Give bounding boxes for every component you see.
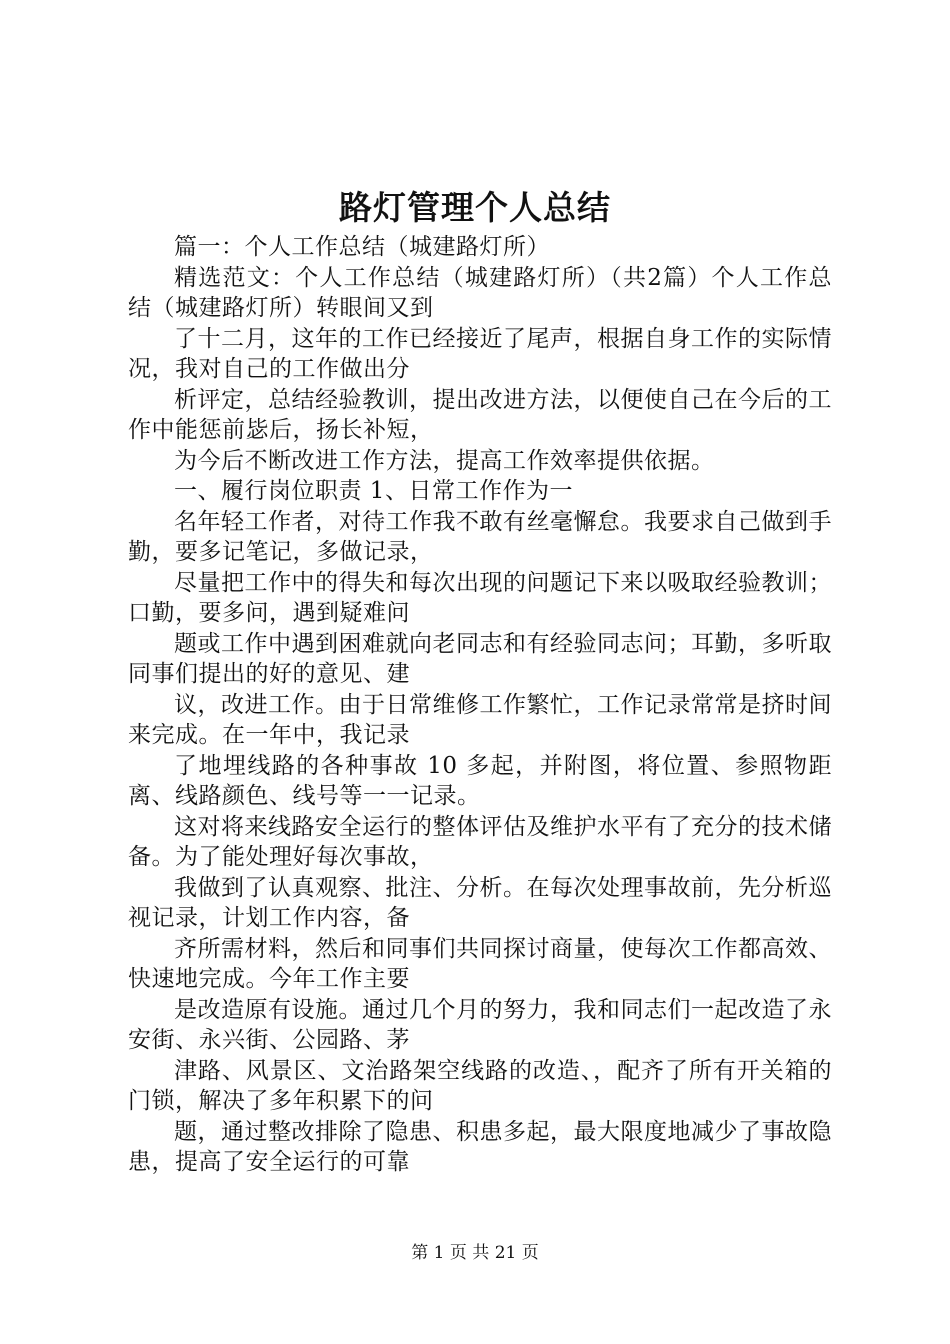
paragraph: 齐所需材料，然后和同事们共同探讨商量，使每次工作都高效、快速地完成。今年工作主要 (128, 935, 832, 992)
document-body (128, 232, 832, 1178)
paragraph: 这对将来线路安全运行的整体评估及维护水平有了充分的技术储备。为了能处理好每次事故， (128, 813, 832, 870)
paragraph: 为今后不断改进工作方法，提高工作效率提供依据。 (174, 447, 715, 474)
paragraph: 了十二月，这年的工作已经接近了尾声，根据自身工作的实际情况，我对自己的工作做出分 (128, 325, 832, 382)
paragraph: 尽量把工作中的得失和每次出现的问题记下来以吸取经验教训；口勤，要多问，遇到疑难问 (128, 569, 832, 626)
paragraph: 津路、风景区、文治路架空线路的改造、，配齐了所有开关箱的门锁，解决了多年积累下的问 (128, 1057, 832, 1114)
paragraph: 了地埋线路的各种事故 10 多起，并附图，将位置、参照物距离、线路颜色、线号等一一记录。 (128, 752, 832, 809)
paragraph: 精选范文：个人工作总结（城建路灯所）（共2篇）个人工作总结（城建路灯所）转眼间又到 (128, 264, 832, 321)
paragraph: 篇一：个人工作总结（城建路灯所） (174, 234, 550, 260)
paragraph: 我做到了认真观察、批注、分析。在每次处理事故前，先分析巡视记录，计划工作内容，备 (128, 874, 832, 931)
paragraph: 析评定，总结经验教训，提出改进方法，以便使自己在今后的工作中能惩前毖后，扬长补短， (128, 386, 832, 443)
paragraph: 议，改进工作。由于日常维修工作繁忙，工作记录常常是挤时间来完成。在一年中，我记录 (128, 691, 832, 748)
document-title: 路灯管理个人总结 (339, 188, 611, 227)
paragraph: 是改造原有设施。通过几个月的努力，我和同志们一起改造了永安街、永兴街、公园路、茅 (128, 996, 832, 1053)
page-number-footer: 第 1 页 共 21 页 (411, 1243, 539, 1263)
paragraph: 题或工作中遇到困难就向老同志和有经验同志问；耳勤，多听取同事们提出的好的意见、建 (128, 630, 832, 687)
paragraph: 一、履行岗位职责 1、日常工作作为一 (174, 478, 573, 504)
paragraph: 题，通过整改排除了隐患、积患多起，最大限度地减少了事故隐患，提高了安全运行的可靠 (128, 1118, 832, 1175)
paragraph: 名年轻工作者，对待工作我不敢有丝毫懈怠。我要求自己做到手勤，要多记笔记，多做记录， (128, 508, 832, 565)
